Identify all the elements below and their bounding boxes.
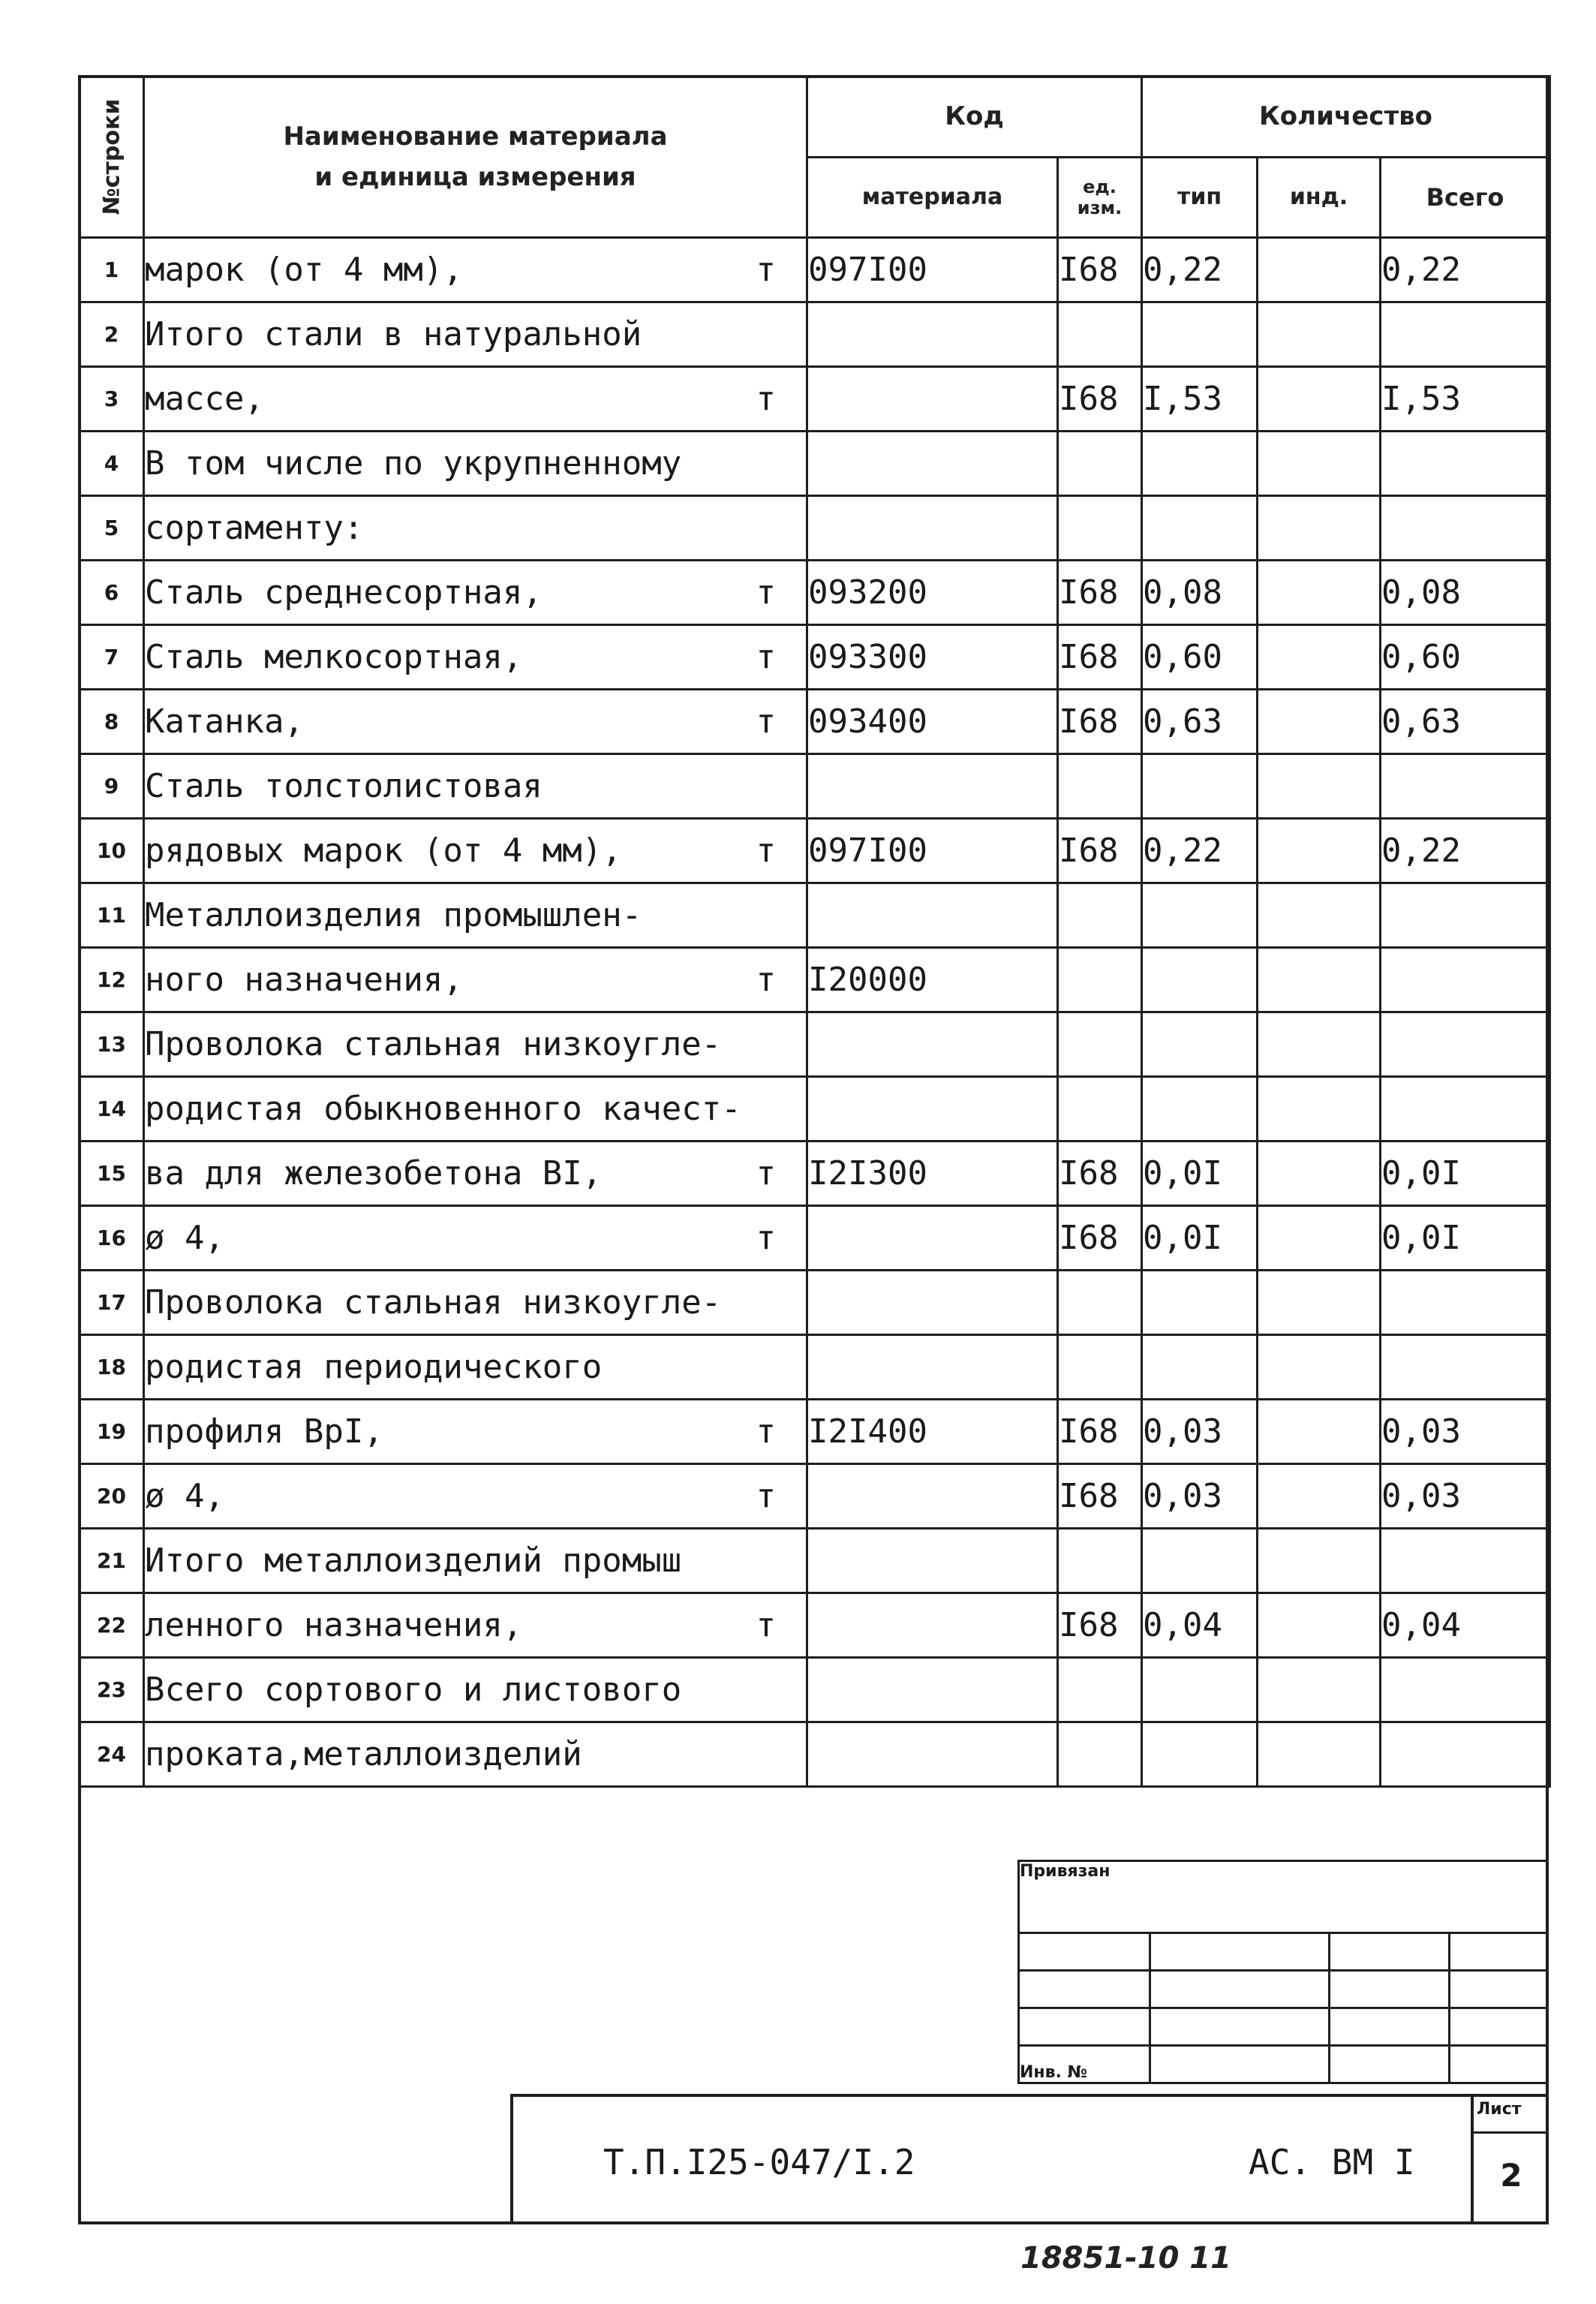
material-code: 097I00 — [807, 819, 1058, 883]
row-number: 6 — [80, 561, 144, 625]
row-number: 11 — [80, 883, 144, 948]
unit-code: I68 — [1058, 367, 1142, 432]
attached-label: Привязан — [1020, 1862, 1111, 1881]
qty-type: I,53 — [1142, 367, 1258, 432]
row-number: 17 — [80, 1271, 144, 1335]
row-number: 22 — [80, 1593, 144, 1658]
handwritten-number: 18851-10 11 — [1020, 2241, 1232, 2275]
document-code: Т.П.I25-047/I.2 — [603, 2142, 915, 2182]
material-name-text: ленного назначения, — [145, 1606, 523, 1644]
unit-text: т — [756, 1477, 776, 1515]
material-code: I2I400 — [807, 1400, 1058, 1464]
material-code: 097I00 — [807, 238, 1058, 302]
row-number: 1 — [80, 238, 144, 302]
material-name-text: проката,металлоизделий — [145, 1735, 582, 1773]
qty-type: 0,0I — [1142, 1141, 1258, 1206]
row-number: 8 — [80, 690, 144, 754]
row-number: 2 — [80, 302, 144, 367]
qty-ind-header: инд. — [1258, 157, 1381, 238]
row-number: 3 — [80, 367, 144, 432]
unit-code: I68 — [1058, 1593, 1142, 1658]
qty-total: 0,22 — [1381, 819, 1550, 883]
material-code: I2I300 — [807, 1141, 1058, 1206]
row-number-header: №строки — [80, 77, 144, 238]
unit-text: т — [756, 1154, 776, 1193]
material-name-text: Проволока стальная низкоугле- — [145, 1283, 722, 1322]
unit-text: т — [756, 1606, 776, 1644]
qty-type: 0,03 — [1142, 1464, 1258, 1529]
material-name-text: Сталь толстолистовая — [145, 767, 543, 805]
unit-text: т — [756, 702, 776, 741]
qty-type: 0,60 — [1142, 625, 1258, 690]
unit-code: I68 — [1058, 238, 1142, 302]
row-number: 24 — [80, 1722, 144, 1787]
row-number: 14 — [80, 1077, 144, 1141]
qty-type: 0,63 — [1142, 690, 1258, 754]
unit-text: т — [756, 573, 776, 612]
unit-code: I68 — [1058, 690, 1142, 754]
material-name-text: Металлоизделия промышлен- — [145, 896, 642, 934]
row-number: 19 — [80, 1400, 144, 1464]
unit-code: I68 — [1058, 819, 1142, 883]
material-name-text: ного назначения, — [145, 961, 463, 999]
material-name-text: Проволока стальная низкоугле- — [145, 1025, 722, 1063]
row-number: 18 — [80, 1335, 144, 1400]
row-number: 15 — [80, 1141, 144, 1206]
material-name-text: рядовых марок (от 4 мм), — [145, 832, 622, 870]
row-number: 5 — [80, 496, 144, 561]
qty-total-header: Всего — [1381, 157, 1550, 238]
qty-total: 0,03 — [1381, 1400, 1550, 1464]
title-block — [510, 2094, 1549, 2224]
material-name-text: Сталь среднесортная, — [145, 573, 543, 612]
attachment-stamp — [1017, 1860, 1549, 2084]
material-name-text: В том числе по укрупненному — [145, 444, 682, 483]
unit-text: т — [756, 380, 776, 418]
unit-text: т — [756, 961, 776, 999]
qty-total: 0,08 — [1381, 561, 1550, 625]
material-name-header: Наименование материала и единица измерения — [144, 77, 807, 238]
qty-total: 0,63 — [1381, 690, 1550, 754]
material-name-text: ø 4, — [145, 1477, 224, 1515]
sheet-label: Лист — [1477, 2100, 1522, 2119]
unit-text: т — [756, 251, 776, 289]
unit-text: т — [756, 832, 776, 870]
material-name-text: профиля BpI, — [145, 1412, 383, 1451]
code-header: Код — [807, 77, 1142, 158]
row-number: 23 — [80, 1658, 144, 1722]
inventory-number-label: Инв. № — [1020, 2063, 1088, 2082]
material-name-text: Катанка, — [145, 702, 304, 741]
qty-type-header: тип — [1142, 157, 1258, 238]
row-number: 13 — [80, 1012, 144, 1077]
unit-code: I68 — [1058, 1206, 1142, 1271]
row-number: 9 — [80, 754, 144, 819]
qty-type: 0,03 — [1142, 1400, 1258, 1464]
document-mark: АС. ВМ I — [1249, 2142, 1415, 2182]
qty-total: I,53 — [1381, 367, 1550, 432]
unit-code: I68 — [1058, 1141, 1142, 1206]
material-name-text: марок (от 4 мм), — [145, 251, 463, 289]
qty-type: 0,0I — [1142, 1206, 1258, 1271]
material-name-text: Сталь мелкосортная, — [145, 638, 523, 676]
code-material-header: материала — [807, 157, 1058, 238]
material-name-text: массе, — [145, 380, 264, 418]
material-name-text: родистая обыкновенного качест- — [145, 1090, 741, 1128]
unit-code: I68 — [1058, 561, 1142, 625]
material-code: 093400 — [807, 690, 1058, 754]
row-number: 7 — [80, 625, 144, 690]
unit-text: т — [756, 1412, 776, 1451]
quantity-header: Количество — [1142, 77, 1550, 158]
qty-type: 0,04 — [1142, 1593, 1258, 1658]
material-name-text: родистая периодического — [145, 1348, 603, 1386]
material-name-text: Итого металлоизделий промыш — [145, 1542, 682, 1580]
unit-code: I68 — [1058, 1400, 1142, 1464]
qty-total: 0,60 — [1381, 625, 1550, 690]
qty-total: 0,0I — [1381, 1206, 1550, 1271]
material-name-text: Всего сортового и листового — [145, 1671, 682, 1709]
material-code: 093200 — [807, 561, 1058, 625]
unit-text: т — [756, 638, 776, 676]
qty-total: 0,22 — [1381, 238, 1550, 302]
qty-total: 0,0I — [1381, 1141, 1550, 1206]
row-number: 10 — [80, 819, 144, 883]
material-name-text: ø 4, — [145, 1219, 224, 1257]
row-number: 21 — [80, 1529, 144, 1593]
qty-type: 0,22 — [1142, 238, 1258, 302]
qty-type: 0,22 — [1142, 819, 1258, 883]
qty-total: 0,04 — [1381, 1593, 1550, 1658]
unit-code: I68 — [1058, 625, 1142, 690]
row-number: 12 — [80, 948, 144, 1012]
material-name-text: сортаменту: — [145, 509, 364, 547]
material-code: 093300 — [807, 625, 1058, 690]
code-unit-header: ед. изм. — [1058, 157, 1142, 238]
sheet-number-box — [1471, 2097, 1549, 2224]
row-number: 20 — [80, 1464, 144, 1529]
qty-total: 0,03 — [1381, 1464, 1550, 1529]
row-number: 4 — [80, 432, 144, 496]
material-name-text: Итого стали в натуральной — [145, 315, 642, 353]
material-name-text: ва для железобетона BI, — [145, 1154, 603, 1193]
qty-type: 0,08 — [1142, 561, 1258, 625]
sheet-number: 2 — [1500, 2157, 1522, 2194]
unit-code: I68 — [1058, 1464, 1142, 1529]
row-number: 16 — [80, 1206, 144, 1271]
unit-text: т — [756, 1219, 776, 1257]
material-code: I20000 — [807, 948, 1058, 1012]
